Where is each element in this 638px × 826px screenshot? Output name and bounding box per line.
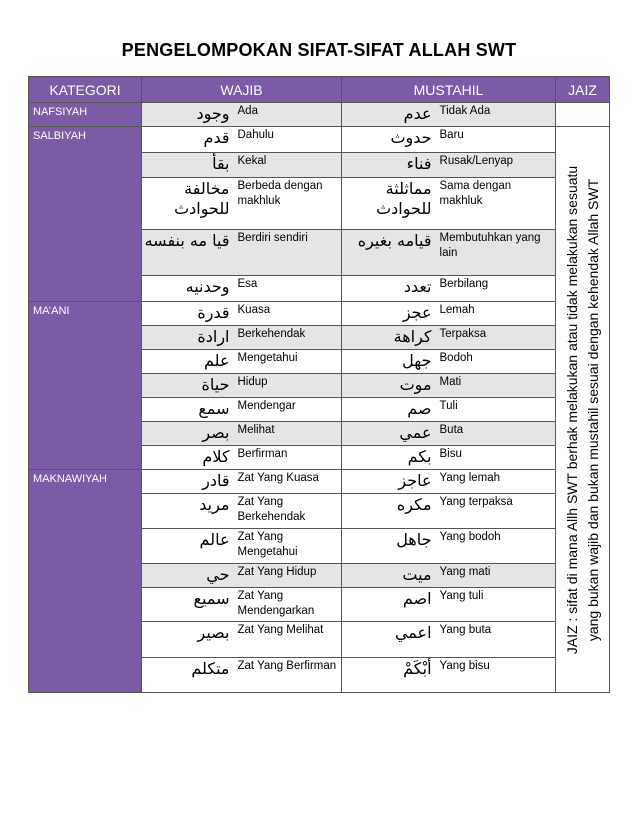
header-wajib: WAJIB [142, 77, 342, 103]
mustahil-arabic: بكم [342, 446, 437, 470]
table-row [29, 103, 610, 127]
mustahil-meaning: Baru [437, 127, 556, 153]
wajib-arabic: كلام [142, 446, 235, 470]
header-mustahil: MUSTAHIL [342, 77, 556, 103]
mustahil-arabic: عدم [342, 103, 437, 127]
wajib-arabic: حياة [142, 374, 235, 398]
wajib-meaning: Ada [235, 103, 342, 127]
wajib-meaning: Mengetahui [235, 350, 342, 374]
wajib-meaning: Dahulu [235, 127, 342, 153]
wajib-meaning: Berfirman [235, 446, 342, 470]
wajib-meaning: Zat Yang Berfirman [235, 658, 342, 693]
sifat-table [28, 76, 610, 693]
jaiz-cell-empty [556, 103, 610, 127]
wajib-meaning: Zat Yang Kuasa [235, 470, 342, 494]
wajib-arabic: قدم [142, 127, 235, 153]
wajib-arabic: مريد [142, 494, 235, 529]
mustahil-meaning: Buta [437, 422, 556, 446]
mustahil-arabic: اعمي [342, 622, 437, 658]
wajib-arabic: سميع [142, 588, 235, 622]
mustahil-arabic: تعدد [342, 276, 437, 302]
wajib-meaning: Berkehendak [235, 326, 342, 350]
mustahil-arabic: أبْكَمْ [342, 658, 437, 693]
mustahil-meaning: Lemah [437, 302, 556, 326]
wajib-arabic: عالم [142, 529, 235, 564]
wajib-arabic: قادر [142, 470, 235, 494]
wajib-meaning: Berbeda dengan makhluk [235, 178, 342, 230]
wajib-arabic: قدرة [142, 302, 235, 326]
mustahil-meaning: Tuli [437, 398, 556, 422]
category-nafsiyah: NAFSIYAH [29, 103, 142, 127]
wajib-meaning: Zat Yang Hidup [235, 564, 342, 588]
table-row [29, 470, 610, 494]
category-maani: MA’ANI [29, 302, 142, 470]
mustahil-meaning: Yang bisu [437, 658, 556, 693]
wajib-arabic: ارادة [142, 326, 235, 350]
mustahil-arabic: عاجز [342, 470, 437, 494]
wajib-meaning: Kekal [235, 153, 342, 178]
wajib-meaning: Berdiri sendiri [235, 230, 342, 276]
wajib-arabic: بقأ [142, 153, 235, 178]
mustahil-meaning: Tidak Ada [437, 103, 556, 127]
table-row [29, 302, 610, 326]
mustahil-meaning: Bisu [437, 446, 556, 470]
wajib-meaning: Mendengar [235, 398, 342, 422]
mustahil-arabic: عمي [342, 422, 437, 446]
mustahil-meaning: Membutuhkan yang lain [437, 230, 556, 276]
header-row [29, 77, 610, 103]
mustahil-meaning: Yang mati [437, 564, 556, 588]
mustahil-meaning: Yang terpaksa [437, 494, 556, 529]
mustahil-arabic: ميت [342, 564, 437, 588]
category-salbiyah: SALBIYAH [29, 127, 142, 302]
mustahil-arabic: صم [342, 398, 437, 422]
mustahil-arabic: مكره [342, 494, 437, 529]
wajib-arabic: مخالفة للحوادث [142, 178, 235, 230]
wajib-arabic: بصر [142, 422, 235, 446]
mustahil-meaning: Terpaksa [437, 326, 556, 350]
mustahil-meaning: Yang lemah [437, 470, 556, 494]
mustahil-meaning: Rusak/Lenyap [437, 153, 556, 178]
wajib-meaning: Zat Yang Mengetahui [235, 529, 342, 564]
wajib-meaning: Kuasa [235, 302, 342, 326]
mustahil-meaning: Yang buta [437, 622, 556, 658]
mustahil-arabic: فناء [342, 153, 437, 178]
mustahil-meaning: Yang bodoh [437, 529, 556, 564]
wajib-meaning: Zat Yang Mendengarkan [235, 588, 342, 622]
wajib-arabic: حي [142, 564, 235, 588]
header-kategori: KATEGORI [29, 77, 142, 103]
wajib-meaning: Hidup [235, 374, 342, 398]
page-title: PENGELOMPOKAN SIFAT-SIFAT ALLAH SWT [121, 40, 517, 60]
header-jaiz: JAIZ [556, 77, 610, 103]
mustahil-meaning: Berbilang [437, 276, 556, 302]
table-row [29, 127, 610, 153]
wajib-arabic: قيا مه بنفسه [142, 230, 235, 276]
wajib-meaning: Zat Yang Berkehendak [235, 494, 342, 529]
wajib-arabic: وحدنيه [142, 276, 235, 302]
mustahil-arabic: حدوث [342, 127, 437, 153]
mustahil-arabic: مماثلثة للحوادث [342, 178, 437, 230]
mustahil-meaning: Sama dengan makhluk [437, 178, 556, 230]
mustahil-arabic: قيامه بغيره [342, 230, 437, 276]
wajib-meaning: Zat Yang Melihat [235, 622, 342, 658]
wajib-meaning: Esa [235, 276, 342, 302]
wajib-arabic: وجود [142, 103, 235, 127]
wajib-meaning: Melihat [235, 422, 342, 446]
mustahil-arabic: موت [342, 374, 437, 398]
mustahil-arabic: كراهة [342, 326, 437, 350]
mustahil-meaning: Mati [437, 374, 556, 398]
wajib-arabic: علم [142, 350, 235, 374]
mustahil-arabic: عجز [342, 302, 437, 326]
mustahil-meaning: Bodoh [437, 350, 556, 374]
category-maknawiyah: MAKNAWIYAH [29, 470, 142, 693]
wajib-arabic: سمع [142, 398, 235, 422]
wajib-arabic: بصير [142, 622, 235, 658]
jaiz-description-cell [556, 127, 610, 693]
mustahil-meaning: Yang tuli [437, 588, 556, 622]
mustahil-arabic: جاهل [342, 529, 437, 564]
mustahil-arabic: اصم [342, 588, 437, 622]
wajib-arabic: متكلم [142, 658, 235, 693]
jaiz-description: JAIZ : sifat di mana Allh SWT berhak melakukan atau tidak melakukan sesuatu yang bukan wajib dan bukan mustahil sesuai dengan kehendak Allah SWT [563, 165, 601, 654]
mustahil-arabic: جهل [342, 350, 437, 374]
